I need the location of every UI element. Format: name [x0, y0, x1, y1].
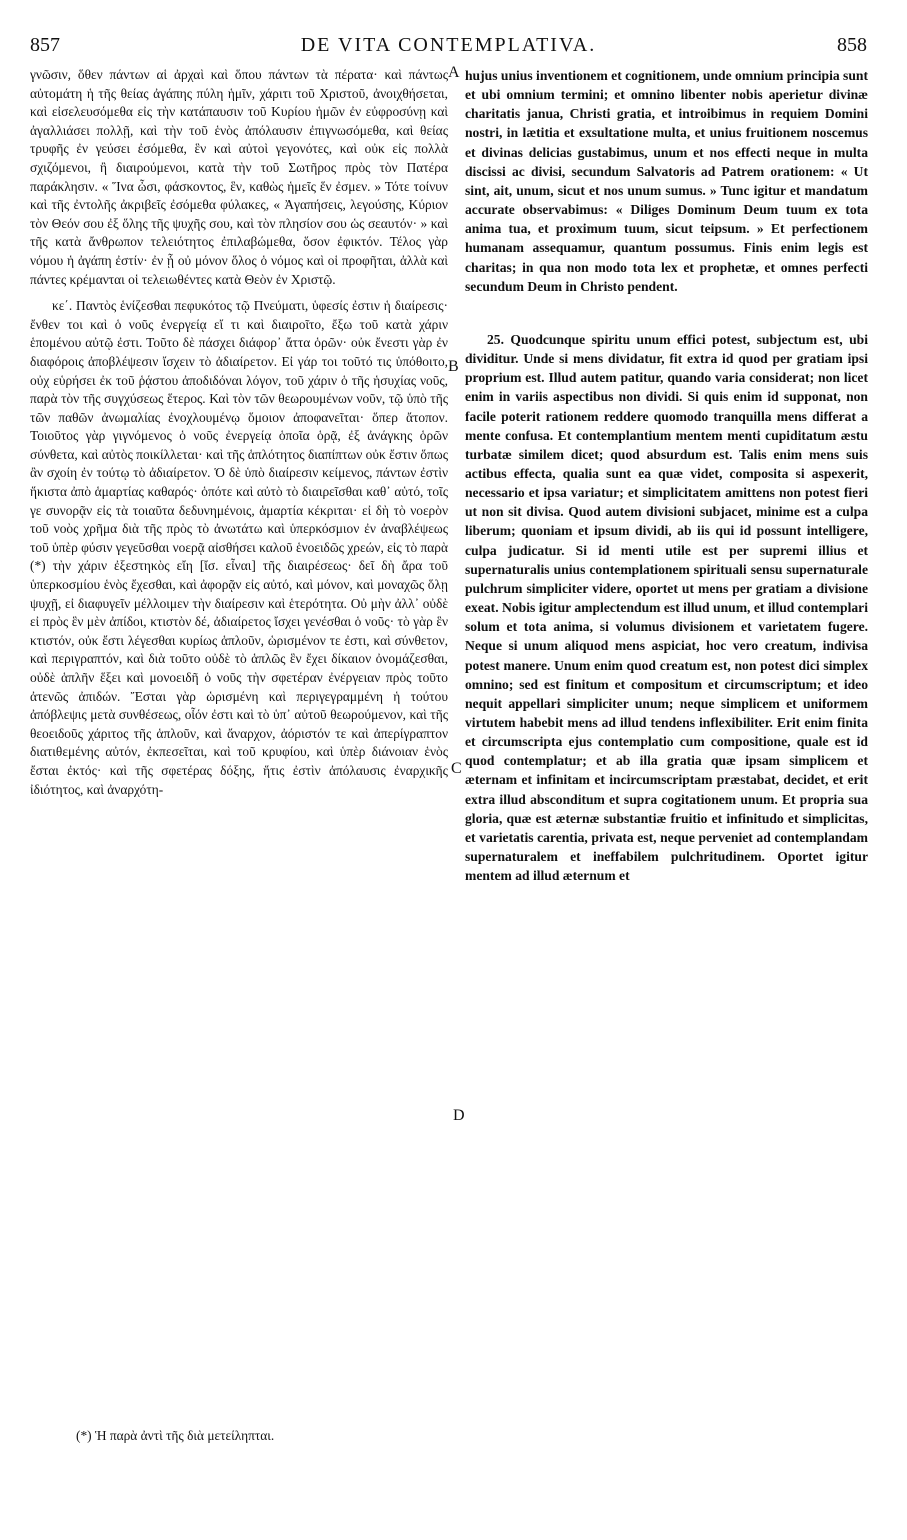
paragraph-gap	[30, 289, 448, 297]
latin-paragraph-1: hujus unius inventionem et cognitionem, unde omnium principia sunt et ubi omnium termini; et omnino libenter nobis aperietur divinæ charitatis janua, Christi gratia, et introibimus in requiem Domini nostri, in lætitia et exsultatione multa, et unius fruitionem noscemus et divinas delicias gustabimus, unum et nos effecti neque in multa discissi ac divisi, secundum Salvatoris ad Patrem orationem: « Ut sint, ait, unum, sicut et nos unum sumus. » Tunc igitur et mandatum accurate observabimus: « Diliges Dominum Deum tuum ex tota anima tua, et proximum tuum, sicut teipsum. » Et perfectionem humanam assequamur, quantum possumus. Finis enim legis est charitas; in qua non modo tota lex et prophetæ, et omnes perfecti secundum Deum in Christo pendent.	[465, 68, 868, 294]
margin-marker-a: A	[448, 64, 460, 81]
page-header	[30, 34, 867, 64]
margin-marker-d: D	[453, 1107, 465, 1124]
margin-marker-b: B	[448, 358, 459, 375]
footnote: (*) Ἡ παρὰ ἀντὶ τῆς διὰ μετείληπται.	[76, 1428, 275, 1443]
greek-column	[30, 66, 448, 799]
running-title: DE VITA CONTEMPLATIVA.	[300, 34, 597, 56]
page-number-right: 858	[837, 34, 867, 56]
greek-paragraph-2: κε΄. Παντὸς ἑνίζεσθαι πεφυκότος τῷ Πνεύματι, ὑφεσίς ἐστιν ἡ διαίρεσις· ἔνθεν τοι καὶ ὁ νοῦς ἐνεργείᾳ εἴ τι καὶ διαιροῖτο, ἔξω τοῦ κατὰ χάριν ἑπομένου αὐτῷ ἐστι. Τοῦτο δὲ πάσχει διάφορ᾽ ἄττα ὁρῶν· οὐκ ἔνεστι γὰρ ἐν διαφόροις ἀποβλέψεσιν ἴσχειν τὸ ἀδιαίρετον. Εἰ γάρ τοι τοῦτό τις ὑπόθοιτο, οὐχ εὑρήσει ἐκ τοῦ ῥᾴστου ἀποδιδόναι λόγον, τοῦ χάριν ὁ τῆς ἡσυχίας νοῦς, παρὰ τὸν τῆς συγχύσεως ἕτερος. Καὶ τὸν τῶν θεωρουμένων νοῦν, τῷ ὑπὸ τῆς τῶν παθῶν ἀνωμαλίας ἐνοχλουμένῳ ὅμοιον ἀποφανεῖται· ὅπερ ἄτοπον. Τοιοῦτος γὰρ γιγνόμενος ὁ νοῦς ἐνεργείᾳ ὁποῖα ὁρᾷ, ἐξ ἀνάγκης ὁρῶν σύνθετα, καὶ αὐτὸς ποικίλλεται· καὶ τῆς ἁπλότητος διαπίπτων οὐκ ἔστιν ὅπως ἂν σχοίη ἐν τούτῳ τὸ ἀδιαίρετον. Ὁ δὲ ὑπὸ διαίρεσιν κείμενος, πάντων ἐστὶν ἥκιστα ἀπὸ ἁμαρτίας καθαρός· ὁπότε καὶ αὐτὸ τὸ διαιρεῖσθαι καθ᾽ αὑτό, τοῖς γε συνορᾷν εἰς τὰ τοιαῦτα δεδυνημένοις, ἁμαρτία κέκριται· εἰ δὴ τὸ νοερὸν τοῦ νοὸς χρῆμα διὰ τῆς πρὸς τὸ ἀνωτάτω καὶ ὑπερκόσμιον ἐν ἀναβλέψεως τοῦ ὑπὲρ φύσιν γεγεῦσθαι νοερᾷ αἰσθήσει καλοῦ ἑνοειδῶς χρεών, εἰς τὸ παρὰ (*) τὴν χάριν ἐξεστηκὸς εἴη [ἴσ. εἶναι] τῆς διαιρέσεως· δεῖ δὴ ἄρα τοῦ ὑπερκοσμίου ἑνὸς ἔχεσθαι, καὶ ἀφορᾷν εἰς αὐτό, καὶ μόνον, καὶ μοναχῶς ὅλῃ ψυχῇ, εἰ διαφυγεῖν μέλλοιμεν τὴν διαίρεσιν καὶ ἑτερότητα. Οὐ μὴν ἀλλ᾽ οὐδὲ εἰ πρὸς ἓν μὲν ἀπίδοι, κτιστὸν δέ, ἀδιαίρετος ἴσχει γενέσθαι ὁ νοῦς· τὸ γὰρ ἓν κτιστόν, οὐκ ἔστι λέγεσθαι κυρίως ἁπλοῦν, ὡρισμένον τε ἐστι, καὶ σύνθετον, καὶ περιγραπτόν, καὶ διὰ τοῦτο οὐδὲ τὸ ἁπλῶς ἓν ἔχει δίκαιον ὀνομάζεσθαι, οὐδὲ ἁπλῆν ἕξει καὶ μονοειδῆ ὁ νοῦς τὴν σφετέραν ἐνέργειαν πρὸς τοῦτο ἀτενῶς ἀπιδών. Ἔσται γὰρ ὡρισμένη καὶ περιγεγραμμένη ἡ τούτου ἀπόβλεψις μετὰ συνθέσεως, οἷόν ἐστι καὶ τὸ ὑπ᾽ αὐτοῦ θεωρούμενον, καὶ τῆς θεοειδοῦς χάριτος τῆς ἁπλοῦν, καὶ ἄναρχον, ἀόριστόν τε καὶ ἀπερίγραπτον διατιθεμένης αὐτόν, ἐκπεσεῖται, καὶ τοῦ κρυφίου, καὶ ὑπὲρ διάνοιαν ἑνὸς ἔσται ἐκτός· καὶ τῆς σφετέρας δόξης, ἥτις ἐστὶν ἀπόλαυσις ἐναρχικῆς ἰδιότητος, καὶ ἀναρχότη-	[30, 298, 448, 797]
greek-paragraph-1: γνῶσιν, ὅθεν πάντων αἱ ἀρχαὶ καὶ ὅπου πάντων τὰ πέρατα· καὶ πάντως αὐτομάτη ἡ τῆς θείας ἀγάπης πύλη ἡμῖν, χάριτι τοῦ Χριστοῦ, ἀνοιχθήσεται, καὶ εἰσελευσόμεθα εἰς τὴν κατάπαυσιν τοῦ Κυρίου ἡμῶν ἐν εὐφροσύνῃ καὶ ἀγαλλιάσει πολλῇ, καὶ τὴν τοῦ ἑνὸς ἀπόλαυσιν ἐπιγνωσόμεθα, καὶ θείας τρυφῆς ἐν γεύσει ἐσόμεθα, ἓν καὶ αὐτοὶ γεγονότες, καὶ οὐκ εἰς πολλὰ σχιζόμενοι, ἢ διαιρούμενοι, κατὰ τὴν τοῦ Σωτῆρος πρὸς τὸν Πατέρα παράκλησιν. « Ἵνα ὦσι, φάσκοντος, ἓν, καθὼς ἡμεῖς ἕν ἐσμεν. » Τότε τοίνυν καὶ τῆς ἐντολῆς ἀκριβεῖς ἐσόμεθα φύλακες, « Ἀγαπήσεις, λεγούσης, Κύριον τὸν Θεόν σου ἐξ ὅλης τῆς ψυχῆς σου, καὶ τὸν πλησίον σου ὡς σεαυτόν· » καὶ τῆς κατὰ ἄνθρωπον τελειότητος ἐπιλαβώμεθα, ὅσον ἐφικτόν. Τέλος γὰρ νόμου ἡ ἀγάπη ἐστίν· ἐν ᾗ οὐ μόνον ὅλος ὁ νόμος καὶ οἱ προφῆται, ἀλλὰ καὶ πάντες κρέμανται οἱ τελειωθέντες κατὰ Θεὸν ἐν Χριστῷ.	[30, 67, 448, 287]
margin-marker-c: C	[451, 760, 462, 777]
latin-column	[465, 66, 868, 885]
latin-paragraph-2: 25. Quodcunque spiritu unum effici potest, subjectum est, ubi dividitur. Unde si mens dividatur, fit extra id quod per gratiam ipsi proprium est. Illud autem patitur, quando varia considerat; non licet enim in variis aspectibus non dividi. Si quis enim id supponat, non facile poterit rationem reddere quomodo tranquilla mens differat a mente confusa. Et contemplantium mentem menti cupiditatum æstu turbatæ similem dicet; quod absurdum est. Talis enim mens suis actibus effecta, qualia sunt ea quæ videt, composita si aspexerit, necessario et ipsa variatur; et simplicitatem amittens non potest fieri ut non sit divisa. Quod autem divisioni subjacet, minime est a culpa liberum; quoniam et ipsum dividi, ab iis qui id possunt intelligere, culpa judicatur. Si id menti utile est per supremi illius et supernaturalis unius contemplationem spirituali sensu supernaturale pulchrum simpliciter videre, oportet ut mens per gratiam a divisione exeat. Nobis igitur amplectendum est illud unum, et illud contemplari solum et tota anima, si volumus divisionem et varietatem fugere. Neque si unum aliquod mens aspiciat, hoc vero creatum, indivisa potest manere. Unum enim quod creatum est, non potest dici simplex omnino; sed est finitum et compositum et circumscriptum; et ideo nequit appellari simpliciter unum; neque simplicem et uniformem virtutem habebit mens ad illud tendens inflexibiliter. Erit enim finita et circumscripta ejus contemplatio cum compositione, quale est id quod contemplatur; et ab illa gratia quæ ipsam simplicem et æternam et infinitam et incircumscriptam præstabat, decidet, et erit extra illud absconditum et supra cogitationem unum. Et propria sua gloria, quæ est æternæ substantiæ fruitio et infinitudo et simplicitas, et varietatis carentia, privata est, neque perveniet ad contemplandam supernaturalem et ineffabilem pulchritudinem. Oportet igitur mentem ad illud æternum et	[465, 331, 868, 884]
page-number-left: 857	[30, 34, 60, 56]
